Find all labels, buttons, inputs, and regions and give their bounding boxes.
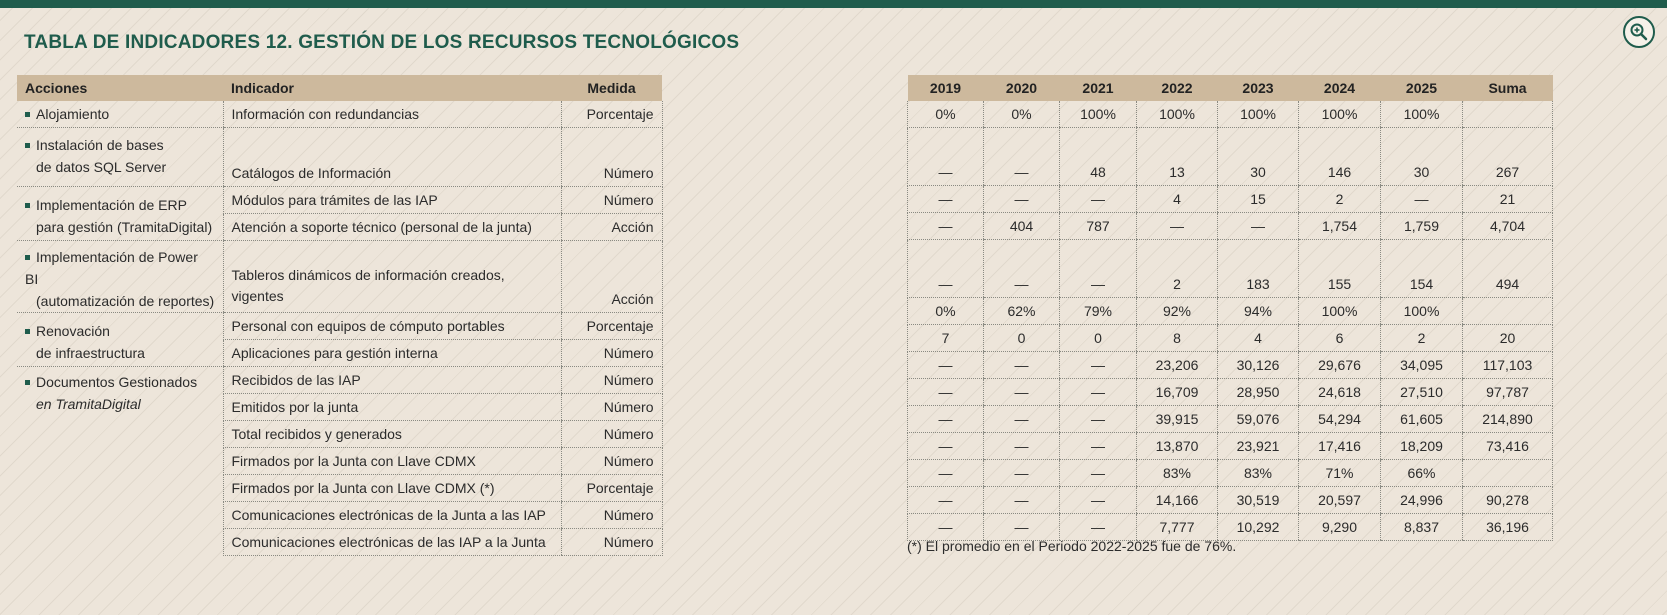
- year-value-cell: 787: [1060, 213, 1137, 240]
- table-row: [17, 101, 662, 128]
- year-value-cell: —: [984, 240, 1060, 298]
- year-value-cell: 13,870: [1137, 433, 1218, 460]
- year-value-cell: —: [908, 433, 984, 460]
- year-value-cell: —: [1060, 487, 1137, 514]
- accion-label: Instalación de bases: [36, 137, 164, 153]
- year-value-cell: —: [908, 128, 984, 186]
- medida-cell: Número: [561, 394, 662, 421]
- year-value-cell: —: [1060, 379, 1137, 406]
- year-value-cell: —: [984, 487, 1060, 514]
- year-value-cell: —: [984, 128, 1060, 186]
- indicador-cell: Firmados por la Junta con Llave CDMX: [223, 448, 561, 475]
- year-value-cell: 66%: [1381, 460, 1463, 487]
- accion-cell: [17, 101, 223, 128]
- suma-cell: 494: [1463, 240, 1553, 298]
- suma-cell: [1463, 101, 1553, 128]
- indicador-cell: Comunicaciones electrónicas de la Junta a las IAP: [223, 502, 561, 529]
- indicador-line1: Tableros dinámicos de información creados,: [231, 267, 505, 283]
- suma-cell: 267: [1463, 128, 1553, 186]
- year-value-cell: 154: [1381, 240, 1463, 298]
- year-value-cell: 30: [1218, 128, 1299, 186]
- year-value-cell: —: [1060, 460, 1137, 487]
- year-value-cell: 24,996: [1381, 487, 1463, 514]
- year-value-cell: —: [908, 406, 984, 433]
- medida-cell: Número: [561, 529, 662, 556]
- year-value-cell: —: [1060, 406, 1137, 433]
- table-row: [908, 128, 1553, 186]
- bullet-icon: [25, 329, 30, 334]
- indicador-cell: Información con redundancias: [223, 101, 561, 128]
- year-value-cell: 29,676: [1299, 352, 1381, 379]
- year-value-cell: 13: [1137, 128, 1218, 186]
- indicador-cell: Módulos para trámites de las IAP: [223, 187, 561, 214]
- medida-cell: Número: [561, 448, 662, 475]
- year-value-cell: —: [1137, 213, 1218, 240]
- suma-cell: 117,103: [1463, 352, 1553, 379]
- table-row: [908, 460, 1553, 487]
- years-body: [908, 101, 1553, 541]
- suma-cell: 73,416: [1463, 433, 1553, 460]
- table-row: [908, 406, 1553, 433]
- indicador-line2: vigentes: [231, 288, 284, 304]
- year-value-cell: —: [1218, 213, 1299, 240]
- suma-cell: 214,890: [1463, 406, 1553, 433]
- suma-cell: [1463, 298, 1553, 325]
- accion-label-line2: en TramitaDigital: [36, 396, 141, 412]
- header-year: 2023: [1218, 75, 1299, 101]
- year-value-cell: 10,292: [1218, 514, 1299, 541]
- year-value-cell: 14,166: [1137, 487, 1218, 514]
- year-value-cell: 1,754: [1299, 213, 1381, 240]
- accion-label: Implementación de Power BI: [25, 249, 198, 287]
- year-value-cell: —: [908, 186, 984, 213]
- header-year: 2025: [1381, 75, 1463, 101]
- medida-cell: Número: [561, 340, 662, 367]
- indicador-cell: Aplicaciones para gestión interna: [223, 340, 561, 367]
- year-value-cell: 62%: [984, 298, 1060, 325]
- year-value-cell: —: [1060, 352, 1137, 379]
- table-row: [17, 241, 662, 313]
- bullet-icon: [25, 380, 30, 385]
- year-value-cell: 0: [1060, 325, 1137, 352]
- table-row: [908, 213, 1553, 240]
- indicador-cell: Total recibidos y generados: [223, 421, 561, 448]
- table-row: [908, 101, 1553, 128]
- medida-cell: Acción: [561, 241, 662, 313]
- medida-cell: Número: [561, 128, 662, 187]
- year-value-cell: 0%: [908, 101, 984, 128]
- indicador-cell: Atención a soporte técnico (personal de la junta): [223, 214, 561, 241]
- year-value-cell: —: [1060, 514, 1137, 541]
- table-row: [17, 367, 662, 394]
- top-accent-bar: [0, 0, 1667, 8]
- year-value-cell: 59,076: [1218, 406, 1299, 433]
- accion-label: Alojamiento: [36, 106, 110, 122]
- accion-label-line2: de datos SQL Server: [36, 159, 167, 175]
- year-value-cell: 30,126: [1218, 352, 1299, 379]
- year-value-cell: 24,618: [1299, 379, 1381, 406]
- year-value-cell: 100%: [1218, 101, 1299, 128]
- year-value-cell: 18,209: [1381, 433, 1463, 460]
- medida-cell: Porcentaje: [561, 101, 662, 128]
- year-value-cell: 71%: [1299, 460, 1381, 487]
- header-indicador: Indicador: [223, 75, 561, 101]
- year-value-cell: 8,837: [1381, 514, 1463, 541]
- table-row: [908, 487, 1553, 514]
- year-value-cell: 2: [1137, 240, 1218, 298]
- year-value-cell: 6: [1299, 325, 1381, 352]
- year-value-cell: 155: [1299, 240, 1381, 298]
- accion-label-line2: para gestión (TramitaDigital): [36, 219, 213, 235]
- year-value-cell: 146: [1299, 128, 1381, 186]
- year-value-cell: 1,759: [1381, 213, 1463, 240]
- bullet-icon: [25, 203, 30, 208]
- medida-cell: Número: [561, 367, 662, 394]
- table-row: [908, 514, 1553, 541]
- year-value-cell: 0%: [908, 298, 984, 325]
- year-value-cell: 183: [1218, 240, 1299, 298]
- year-value-cell: 83%: [1137, 460, 1218, 487]
- year-value-cell: 4: [1218, 325, 1299, 352]
- year-value-cell: —: [984, 406, 1060, 433]
- header-year: 2021: [1060, 75, 1137, 101]
- year-value-cell: 2: [1299, 186, 1381, 213]
- accion-label: Implementación de ERP: [36, 197, 187, 213]
- table-row: [908, 240, 1553, 298]
- left-header-row: [17, 75, 662, 101]
- table-row: [17, 313, 662, 340]
- table-row: [17, 187, 662, 214]
- year-value-cell: 20,597: [1299, 487, 1381, 514]
- accion-label-line2: (automatización de reportes): [36, 293, 215, 309]
- year-value-cell: —: [1381, 186, 1463, 213]
- indicador-cell: Recibidos de las IAP: [223, 367, 561, 394]
- year-value-cell: 23,921: [1218, 433, 1299, 460]
- year-value-cell: —: [984, 352, 1060, 379]
- medida-cell: Acción: [561, 214, 662, 241]
- header-year: 2020: [984, 75, 1060, 101]
- year-value-cell: 7: [908, 325, 984, 352]
- year-value-cell: 100%: [1381, 298, 1463, 325]
- zoom-in-icon: [1629, 22, 1649, 42]
- table-row: [908, 433, 1553, 460]
- accion-label: Renovación: [36, 323, 110, 339]
- accion-label-line2: de infraestructura: [36, 345, 145, 361]
- year-value-cell: 30,519: [1218, 487, 1299, 514]
- year-value-cell: —: [984, 460, 1060, 487]
- header-suma: Suma: [1463, 75, 1553, 101]
- year-value-cell: 17,416: [1299, 433, 1381, 460]
- tramitadigital-italic: TramitaDigital: [55, 396, 141, 412]
- year-value-cell: 0: [984, 325, 1060, 352]
- year-value-cell: 15: [1218, 186, 1299, 213]
- indicador-cell: Personal con equipos de cómputo portables: [223, 313, 561, 340]
- year-value-cell: 23,206: [1137, 352, 1218, 379]
- year-value-cell: —: [908, 460, 984, 487]
- year-value-cell: 8: [1137, 325, 1218, 352]
- year-value-cell: 2: [1381, 325, 1463, 352]
- year-value-cell: 61,605: [1381, 406, 1463, 433]
- bullet-icon: [25, 255, 30, 260]
- table-row: [908, 379, 1553, 406]
- bullet-icon: [25, 143, 30, 148]
- suma-cell: 21: [1463, 186, 1553, 213]
- suma-cell: 90,278: [1463, 487, 1553, 514]
- year-value-cell: 9,290: [1299, 514, 1381, 541]
- year-value-cell: 92%: [1137, 298, 1218, 325]
- year-value-cell: 16,709: [1137, 379, 1218, 406]
- year-value-cell: —: [908, 487, 984, 514]
- header-medida: Medida: [561, 75, 662, 101]
- year-value-cell: 100%: [1060, 101, 1137, 128]
- year-value-cell: 79%: [1060, 298, 1137, 325]
- medida-cell: Porcentaje: [561, 475, 662, 502]
- suma-cell: 4,704: [1463, 213, 1553, 240]
- year-value-cell: —: [908, 514, 984, 541]
- accion-cell: [17, 187, 223, 241]
- header-year: 2022: [1137, 75, 1218, 101]
- zoom-in-button[interactable]: [1623, 16, 1655, 48]
- table-row: [17, 128, 662, 187]
- page-title: TABLA DE INDICADORES 12. GESTIÓN DE LOS RECURSOS TECNOLÓGICOS: [24, 32, 740, 53]
- accion-cell: [17, 241, 223, 313]
- indicators-table-left: [17, 75, 663, 556]
- accion-cell: [17, 367, 223, 556]
- year-value-cell: 7,777: [1137, 514, 1218, 541]
- table-row: [908, 325, 1553, 352]
- year-value-cell: 48: [1060, 128, 1137, 186]
- suma-cell: [1463, 460, 1553, 487]
- year-value-cell: 4: [1137, 186, 1218, 213]
- medida-cell: Porcentaje: [561, 313, 662, 340]
- indicador-cell: Comunicaciones electrónicas de las IAP a la Junta: [223, 529, 561, 556]
- year-value-cell: —: [908, 240, 984, 298]
- indicators-table-years: [907, 75, 1553, 541]
- year-value-cell: —: [1060, 186, 1137, 213]
- indicador-cell: [223, 241, 561, 313]
- year-value-cell: —: [1060, 240, 1137, 298]
- year-value-cell: 404: [984, 213, 1060, 240]
- years-header-row: [908, 75, 1553, 101]
- indicador-cell: Firmados por la Junta con Llave CDMX (*): [223, 475, 561, 502]
- bullet-icon: [25, 112, 30, 117]
- year-value-cell: 94%: [1218, 298, 1299, 325]
- year-value-cell: 100%: [1299, 101, 1381, 128]
- year-value-cell: —: [984, 186, 1060, 213]
- year-value-cell: —: [984, 379, 1060, 406]
- year-value-cell: 54,294: [1299, 406, 1381, 433]
- year-value-cell: 100%: [1137, 101, 1218, 128]
- medida-cell: Número: [561, 187, 662, 214]
- suma-cell: 20: [1463, 325, 1553, 352]
- indicador-cell: Catálogos de Información: [223, 128, 561, 187]
- medida-cell: Número: [561, 502, 662, 529]
- indicador-cell: Emitidos por la junta: [223, 394, 561, 421]
- year-value-cell: 0%: [984, 101, 1060, 128]
- suma-cell: 36,196: [1463, 514, 1553, 541]
- year-value-cell: —: [1060, 433, 1137, 460]
- header-year: 2019: [908, 75, 984, 101]
- year-value-cell: —: [908, 379, 984, 406]
- year-value-cell: 30: [1381, 128, 1463, 186]
- accion-cell: [17, 128, 223, 187]
- suma-cell: 97,787: [1463, 379, 1553, 406]
- accion-cell: [17, 313, 223, 367]
- year-value-cell: —: [984, 514, 1060, 541]
- year-value-cell: —: [908, 352, 984, 379]
- table-row: [908, 298, 1553, 325]
- year-value-cell: —: [984, 433, 1060, 460]
- header-acciones: Acciones: [17, 75, 223, 101]
- footnote: (*) El promedio en el Periodo 2022-2025 fue de 76%.: [907, 538, 1237, 554]
- year-value-cell: 28,950: [1218, 379, 1299, 406]
- year-value-cell: 39,915: [1137, 406, 1218, 433]
- year-value-cell: 100%: [1381, 101, 1463, 128]
- table-row: [908, 352, 1553, 379]
- header-year: 2024: [1299, 75, 1381, 101]
- year-value-cell: 100%: [1299, 298, 1381, 325]
- year-value-cell: 34,095: [1381, 352, 1463, 379]
- table-row: [908, 186, 1553, 213]
- year-value-cell: 83%: [1218, 460, 1299, 487]
- year-value-cell: —: [908, 213, 984, 240]
- accion-label: Documentos Gestionados: [36, 374, 198, 390]
- year-value-cell: 27,510: [1381, 379, 1463, 406]
- medida-cell: Número: [561, 421, 662, 448]
